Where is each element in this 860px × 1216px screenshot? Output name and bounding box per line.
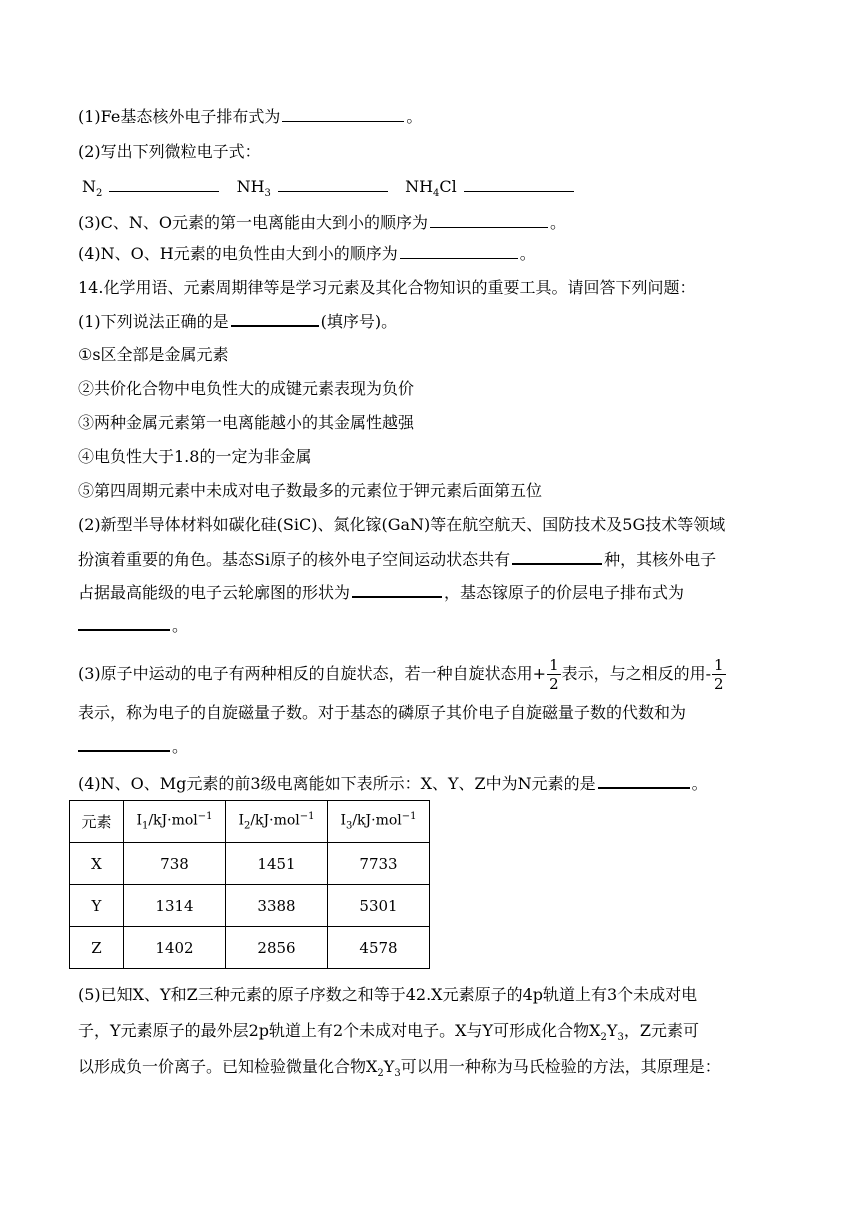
answer-blank[interactable] xyxy=(400,243,518,259)
answer-blank[interactable] xyxy=(231,310,319,327)
table-cell: 5301 xyxy=(328,885,430,927)
answer-blank[interactable] xyxy=(598,772,690,789)
table-header-cell: 元素 xyxy=(70,801,124,843)
answer-blank[interactable] xyxy=(78,735,170,752)
q13-part3 xyxy=(78,212,566,234)
q14-part1-text: (1)下列说法正确的是 xyxy=(78,312,229,331)
q13-part4 xyxy=(78,243,536,265)
table-cell: 4578 xyxy=(328,927,430,969)
q14-option-4: ④电负性大于1.8的一定为非金属 xyxy=(78,447,312,466)
answer-blank[interactable] xyxy=(78,614,170,631)
compound-x2y3: $X_2Y_3$ xyxy=(589,1021,624,1044)
table-cell: 738 xyxy=(124,843,226,885)
species-nh3: $NH_3$ xyxy=(236,177,271,200)
compound-x2y3: $X_2Y_3$ xyxy=(366,1057,401,1080)
q14-part1 xyxy=(78,310,397,333)
q14-part3-line2: 表示，称为电子的自旋磁量子数。对于基态的磷原子其价电子自旋磁量子数的代数和为 xyxy=(78,703,687,722)
answer-blank[interactable] xyxy=(512,548,602,565)
table-cell: 1314 xyxy=(124,885,226,927)
answer-blank[interactable] xyxy=(352,581,442,598)
table-header-cell: $I_2/kJ\cdot mol^{-1}$ xyxy=(226,801,328,843)
q14-option-3: ③两种金属元素第一电离能越小的其金属性越强 xyxy=(78,413,415,432)
table-cell: 2856 xyxy=(226,927,328,969)
species-nh4cl: $NH_4Cl$ xyxy=(405,177,457,200)
answer-blank[interactable] xyxy=(278,176,388,192)
q14-part2-line1: (2)新型半导体材料如碳化硅(SiC)、氮化镓(GaN)等在航空航天、国防技术及5G技术等领域 xyxy=(78,515,726,534)
table-cell: X xyxy=(70,843,124,885)
q13-part4-end: 。 xyxy=(519,244,536,263)
table-cell: 3388 xyxy=(226,885,328,927)
q13-part4-text: (4)N、O、H元素的电负性由大到小的顺序为 xyxy=(78,244,398,263)
fraction-one-half: $\frac{1}{2}$ xyxy=(714,656,724,693)
table-row xyxy=(70,927,430,969)
table-row xyxy=(70,843,430,885)
q14-part5-line2: 子，Y元素原子的最外层2p轨道上有2个未成对电子。X与Y可形成化合物$X_2Y_3$，Z元素可 xyxy=(78,1021,699,1044)
q13-part3-text: (3)C、N、O元素的第一电离能由大到小的顺序为 xyxy=(78,213,429,232)
answer-blank[interactable] xyxy=(430,212,548,228)
answer-blank[interactable] xyxy=(282,106,404,122)
q13-part2 xyxy=(78,141,261,163)
q13-part1-text: (1)Fe基态核外电子排布式为 xyxy=(78,107,281,126)
answer-blank[interactable] xyxy=(109,176,219,192)
table-cell: 1402 xyxy=(124,927,226,969)
q14-part2-line3: 占据最高能级的电子云轮廓图的形状为 ，基态镓原子的价层电子排布式为 xyxy=(78,583,685,602)
q14-part2-line4: 。 xyxy=(78,614,188,637)
table-cell: Y xyxy=(70,885,124,927)
fraction-one-half: $\frac{1}{2}$ xyxy=(549,656,559,693)
q14-stem xyxy=(78,277,695,299)
q13-part1 xyxy=(78,106,422,128)
q14-option-1: ①s区全部是金属元素 xyxy=(78,345,229,364)
q13-part1-end: 。 xyxy=(406,107,423,126)
table-cell: 7733 xyxy=(328,843,430,885)
q13-species-row xyxy=(82,176,576,205)
table-row xyxy=(70,885,430,927)
q14-option-5: ⑤第四周期元素中未成对电子数最多的元素位于钾元素后面第五位 xyxy=(78,481,543,500)
table-header-cell: $I_1/kJ\cdot mol^{-1}$ xyxy=(124,801,226,843)
table-header-row xyxy=(70,801,430,843)
q14-part5-line1: (5)已知X、Y和Z三种元素的原子序数之和等于42.X元素原子的4p轨道上有3个未成对电 xyxy=(78,985,698,1004)
ionization-energy-table xyxy=(69,800,430,969)
q14-part2-line2: 扮演着重要的角色。基态Si原子的核外电子空间运动状态共有 种，其核外电子 xyxy=(78,550,717,569)
table-cell: Z xyxy=(70,927,124,969)
q14-part3-line1: (3)原子中运动的电子有两种相反的自旋状态，若一种自旋状态用+ $\frac{1}{2}$ 表示，与之相反的用- $\frac{1}{2}$ xyxy=(78,656,724,693)
table-cell: 1451 xyxy=(226,843,328,885)
q14-stem-text: 14.化学用语、元素周期律等是学习元素及其化合物知识的重要工具。请回答下列问题： xyxy=(78,278,696,297)
table-header-cell: $I_3/kJ\cdot mol^{-1}$ xyxy=(328,801,430,843)
q14-option-2: ②共价化合物中电负性大的成键元素表现为负价 xyxy=(78,379,415,398)
species-n2: $N_2$ xyxy=(82,177,103,200)
q13-part2-text: (2)写出下列微粒电子式： xyxy=(78,142,261,161)
q13-part3-end: 。 xyxy=(550,213,567,232)
answer-blank[interactable] xyxy=(464,176,574,192)
q14-part1-end: (填序号)。 xyxy=(320,312,398,331)
q14-part3-line3: 。 xyxy=(78,735,188,758)
q14-part4: (4)N、O、Mg元素的前3级电离能如下表所示：X、Y、Z中为N元素的是 。 xyxy=(78,774,708,793)
q14-part5-line3: 以形成负一价离子。已知检验微量化合物$X_2Y_3$可以用一种称为马氏检验的方法，其原理是： xyxy=(78,1057,721,1080)
